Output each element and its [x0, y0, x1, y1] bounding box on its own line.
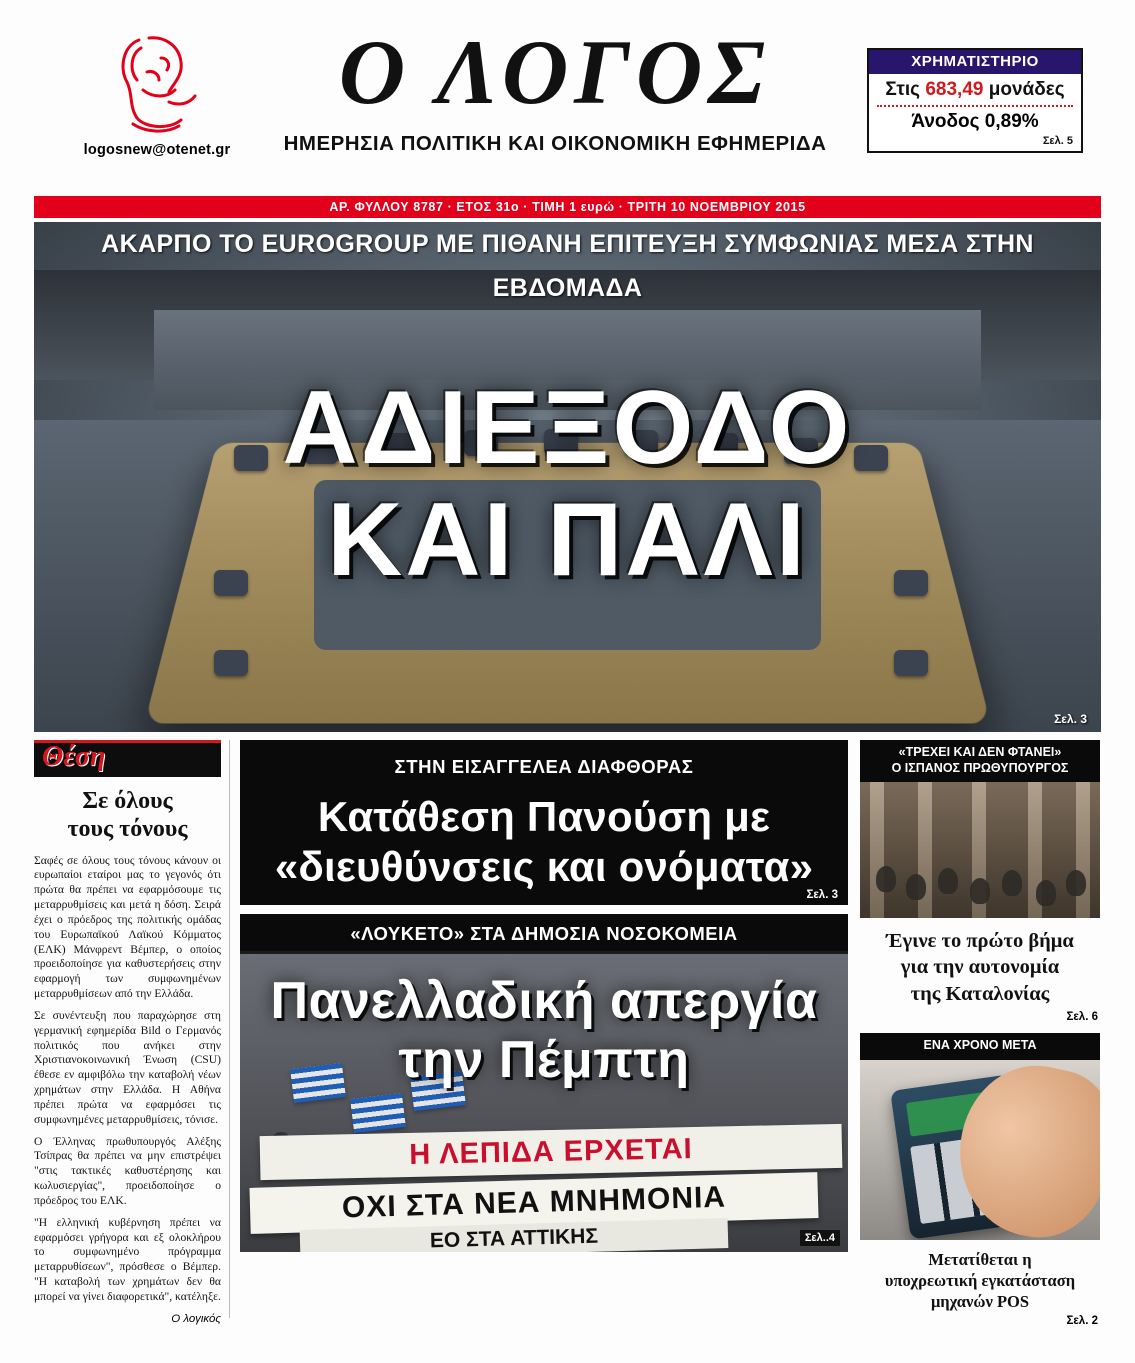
story-catalonia-headline-line2: για την αυτονομία — [900, 956, 1060, 979]
story-catalonia-kicker-line1: «ΤΡΕΧΕΙ ΚΑΙ ΔΕΝ ΦΤΑΝΕΙ» — [898, 745, 1062, 759]
story-prosecutor-kicker: ΣΤΗΝ ΕΙΣΑΓΓΕΛΕΑ ΔΙΑΦΘΟΡΑΣ — [394, 756, 694, 777]
right-column — [860, 740, 1100, 1337]
protest-banner-2: ΟΧΙ ΣΤΑ ΝΕΑ ΜΝΗΜΟΝΙΑ — [249, 1172, 818, 1234]
woman-head-logo-icon — [109, 28, 205, 136]
story-pos-kicker: ΕΝΑ ΧΡΟΝΟ ΜΕΤΑ — [860, 1033, 1100, 1060]
opinion-paragraph: Ο Έλληνας πρωθυπουργός Αλέξης Τσίπρας θα πρέπει να μην επιστρέψει "στις τακτικές καθυστέρησης και κωλυσιεργίας", προειδοποίησε ο πρόεδρος του ΕΛΚ. — [34, 1134, 221, 1207]
stocks-change-line — [869, 109, 1081, 135]
stocks-index-value: 683,49 — [925, 79, 984, 100]
story-catalonia-page-ref: Σελ. 6 — [1066, 1010, 1098, 1023]
opinion-paragraph: "Η ελληνική κυβέρνηση πρέπει να εφαρμόσει γρήγορα και εξ ολοκλήρου το συμφωνημένο πρόγραμμα μεταρρυθίσεων", πρόσθεσε ο Βέμπερ. "Η καταβολή των χρημάτων δεν θα μπορεί να γίνει διαφορετικά", κατέληξε. — [34, 1215, 221, 1303]
masthead-subtitle: ΗΜΕΡΗΣΙΑ ΠΟΛΙΤΙΚΗ ΚΑΙ ΟΙΚΟΝΟΜΙΚΗ ΕΦΗΜΕΡΙΔΑ — [283, 132, 827, 155]
lead-story[interactable] — [34, 222, 1101, 732]
opinion-paragraph: Σαφές σε όλους τους τόνους κάνουν οι ευρωπαίοι εταίροι μας το γεγονός ότι πρώτα θα πρέπει να εφαρμόσουμε τις μεταρρυθμίσεις και μετά η δόση. Σειρά έχει ο πρόεδρος της πολιτικής ομάδας του Ευρωπαϊκού Λαϊκού Κόμματος (ΕΛΚ) Μάνφρεντ Βέμπερ, ο οποίος προειδοποίησε για καθυστερήσεις στην εφαρμογή των συμφωνημένων μεταρρυθμίσεων από την Ελλάδα. — [34, 853, 221, 1001]
opinion-column — [34, 740, 230, 1325]
logo-email: logosnew@otenet.gr — [83, 142, 231, 158]
story-prosecutor-headline-line2: «διευθύνσεις και ονόματα» — [274, 842, 814, 890]
stocks-index-suffix: μονάδες — [988, 79, 1065, 100]
lower-section — [34, 740, 1101, 1327]
opinion-title — [34, 787, 221, 844]
masthead — [0, 0, 1135, 196]
story-catalonia-headline-line3: της Καταλονίας — [910, 982, 1050, 1005]
stocks-index-prefix: Στις — [885, 79, 921, 100]
story-pos-page-ref: Σελ. 2 — [1066, 1314, 1098, 1327]
lead-headline-line1: ΑΔΙΕΞΟΔΟ — [282, 370, 853, 486]
story-prosecutor-headline-line1: Κατάθεση Πανούση με — [317, 793, 771, 840]
story-pos-caption-line1: Μετατίθεται η — [928, 1249, 1032, 1269]
story-pos-caption[interactable] — [860, 1249, 1100, 1313]
catalonia-parliament-photo — [860, 782, 1100, 918]
story-catalonia-kicker-line2: Ο ΙΣΠΑΝΟΣ ΠΡΩΘΥΠΟΥΡΓΟΣ — [891, 760, 1069, 775]
story-pos-caption-line2: υποχρεωτική εγκατάσταση — [884, 1271, 1076, 1291]
story-strike-kicker: «ΛΟΥΚΕΤΟ» ΣΤΑ ΔΗΜΟΣΙΑ ΝΟΣΟΚΟΜΕΙΑ — [240, 914, 848, 951]
story-strike[interactable] — [240, 914, 848, 1252]
story-catalonia-headline-line1: Έγινε το πρώτο βήμα — [886, 930, 1074, 953]
lead-page-ref: Σελ. 3 — [1054, 712, 1087, 726]
lead-kicker: ΑΚΑΡΠΟ ΤΟ EUROGROUP ΜΕ ΠΙΘΑΝΗ ΕΠΙΤΕΥΞΗ ΣΥΜΦΩΝΙΑΣ ΜΕΣΑ ΣΤΗΝ ΕΒΔΟΜΑΔΑ — [101, 230, 1034, 302]
stocks-header: ΧΡΗΜΑΤΙΣΤΗΡΙΟ — [869, 50, 1081, 74]
page-title: Ο ΛΟΓΟΣ — [338, 21, 772, 123]
opinion-title-line1: Σε όλους — [82, 788, 173, 814]
logo-block — [62, 28, 252, 158]
story-prosecutor-headline — [254, 792, 834, 891]
issue-info-bar — [34, 196, 1101, 218]
stocks-change-label: Άνοδος — [911, 111, 980, 132]
stocks-divider — [877, 105, 1073, 107]
story-strike-headline-line1: Πανελλαδική απεργία — [270, 972, 818, 1031]
pos-terminal-photo — [860, 1060, 1100, 1240]
opinion-banner-word: Θέση — [42, 741, 106, 772]
stocks-box — [867, 48, 1083, 153]
story-strike-headline-line2: την Πέμπτη — [398, 1031, 690, 1090]
stocks-index-line — [869, 74, 1081, 103]
story-strike-headline — [240, 972, 848, 1091]
opinion-title-line2: τους τόνους — [67, 816, 188, 843]
story-prosecutor[interactable] — [240, 740, 848, 905]
story-strike-page-ref: Σελ..4 — [800, 1230, 840, 1246]
story-pos-caption-line3: μηχανών POS — [930, 1292, 1030, 1312]
issue-info-text: ΑΡ. ΦΥΛΛΟΥ 8787 · ΕΤΟΣ 31ο · ΤΙΜΗ 1 ευρώ · ΤΡΙΤΗ 10 ΝΟΕΜΒΡΙΟΥ 2015 — [329, 200, 806, 214]
protest-banner-1: Η ΛΕΠΙΔΑ ΕΡΧΕΤΑΙ — [260, 1124, 843, 1180]
lead-headline — [34, 372, 1101, 597]
opinion-banner — [34, 740, 221, 777]
lead-headline-line2: ΚΑΙ ΠΑΛΙ — [327, 482, 808, 599]
stocks-page-ref: Σελ. 5 — [1042, 135, 1073, 147]
story-catalonia-kicker — [860, 740, 1100, 782]
center-column — [240, 740, 848, 1252]
protest-banner-3: ΕΟ ΣΤΑ ΑΤΤΙΚΗΣ — [300, 1218, 729, 1252]
opinion-signoff: Ο λογικός — [171, 1312, 221, 1325]
title-block — [255, 21, 855, 156]
story-catalonia-headline[interactable] — [860, 928, 1100, 1007]
opinion-paragraph: Σε συνέντευξη που παραχώρησε στη γερμανική εφημερίδα Bild ο Γερμανός πολιτικός που ανήκει στην Χριστιανοκοινωνική Ένωση (CSU) έθεσε εν αμφιβόλω την καταβολή νέων χρημάτων στην Ελλάδα. Η Αθήνα πρέπει πρώτα να εφαρμόσει τις συμφωνημένες μεταρρυθμίσεις, τόνισε. — [34, 1008, 221, 1126]
story-prosecutor-page-ref: Σελ. 3 — [806, 889, 838, 902]
stocks-change-value: 0,89% — [984, 111, 1039, 132]
